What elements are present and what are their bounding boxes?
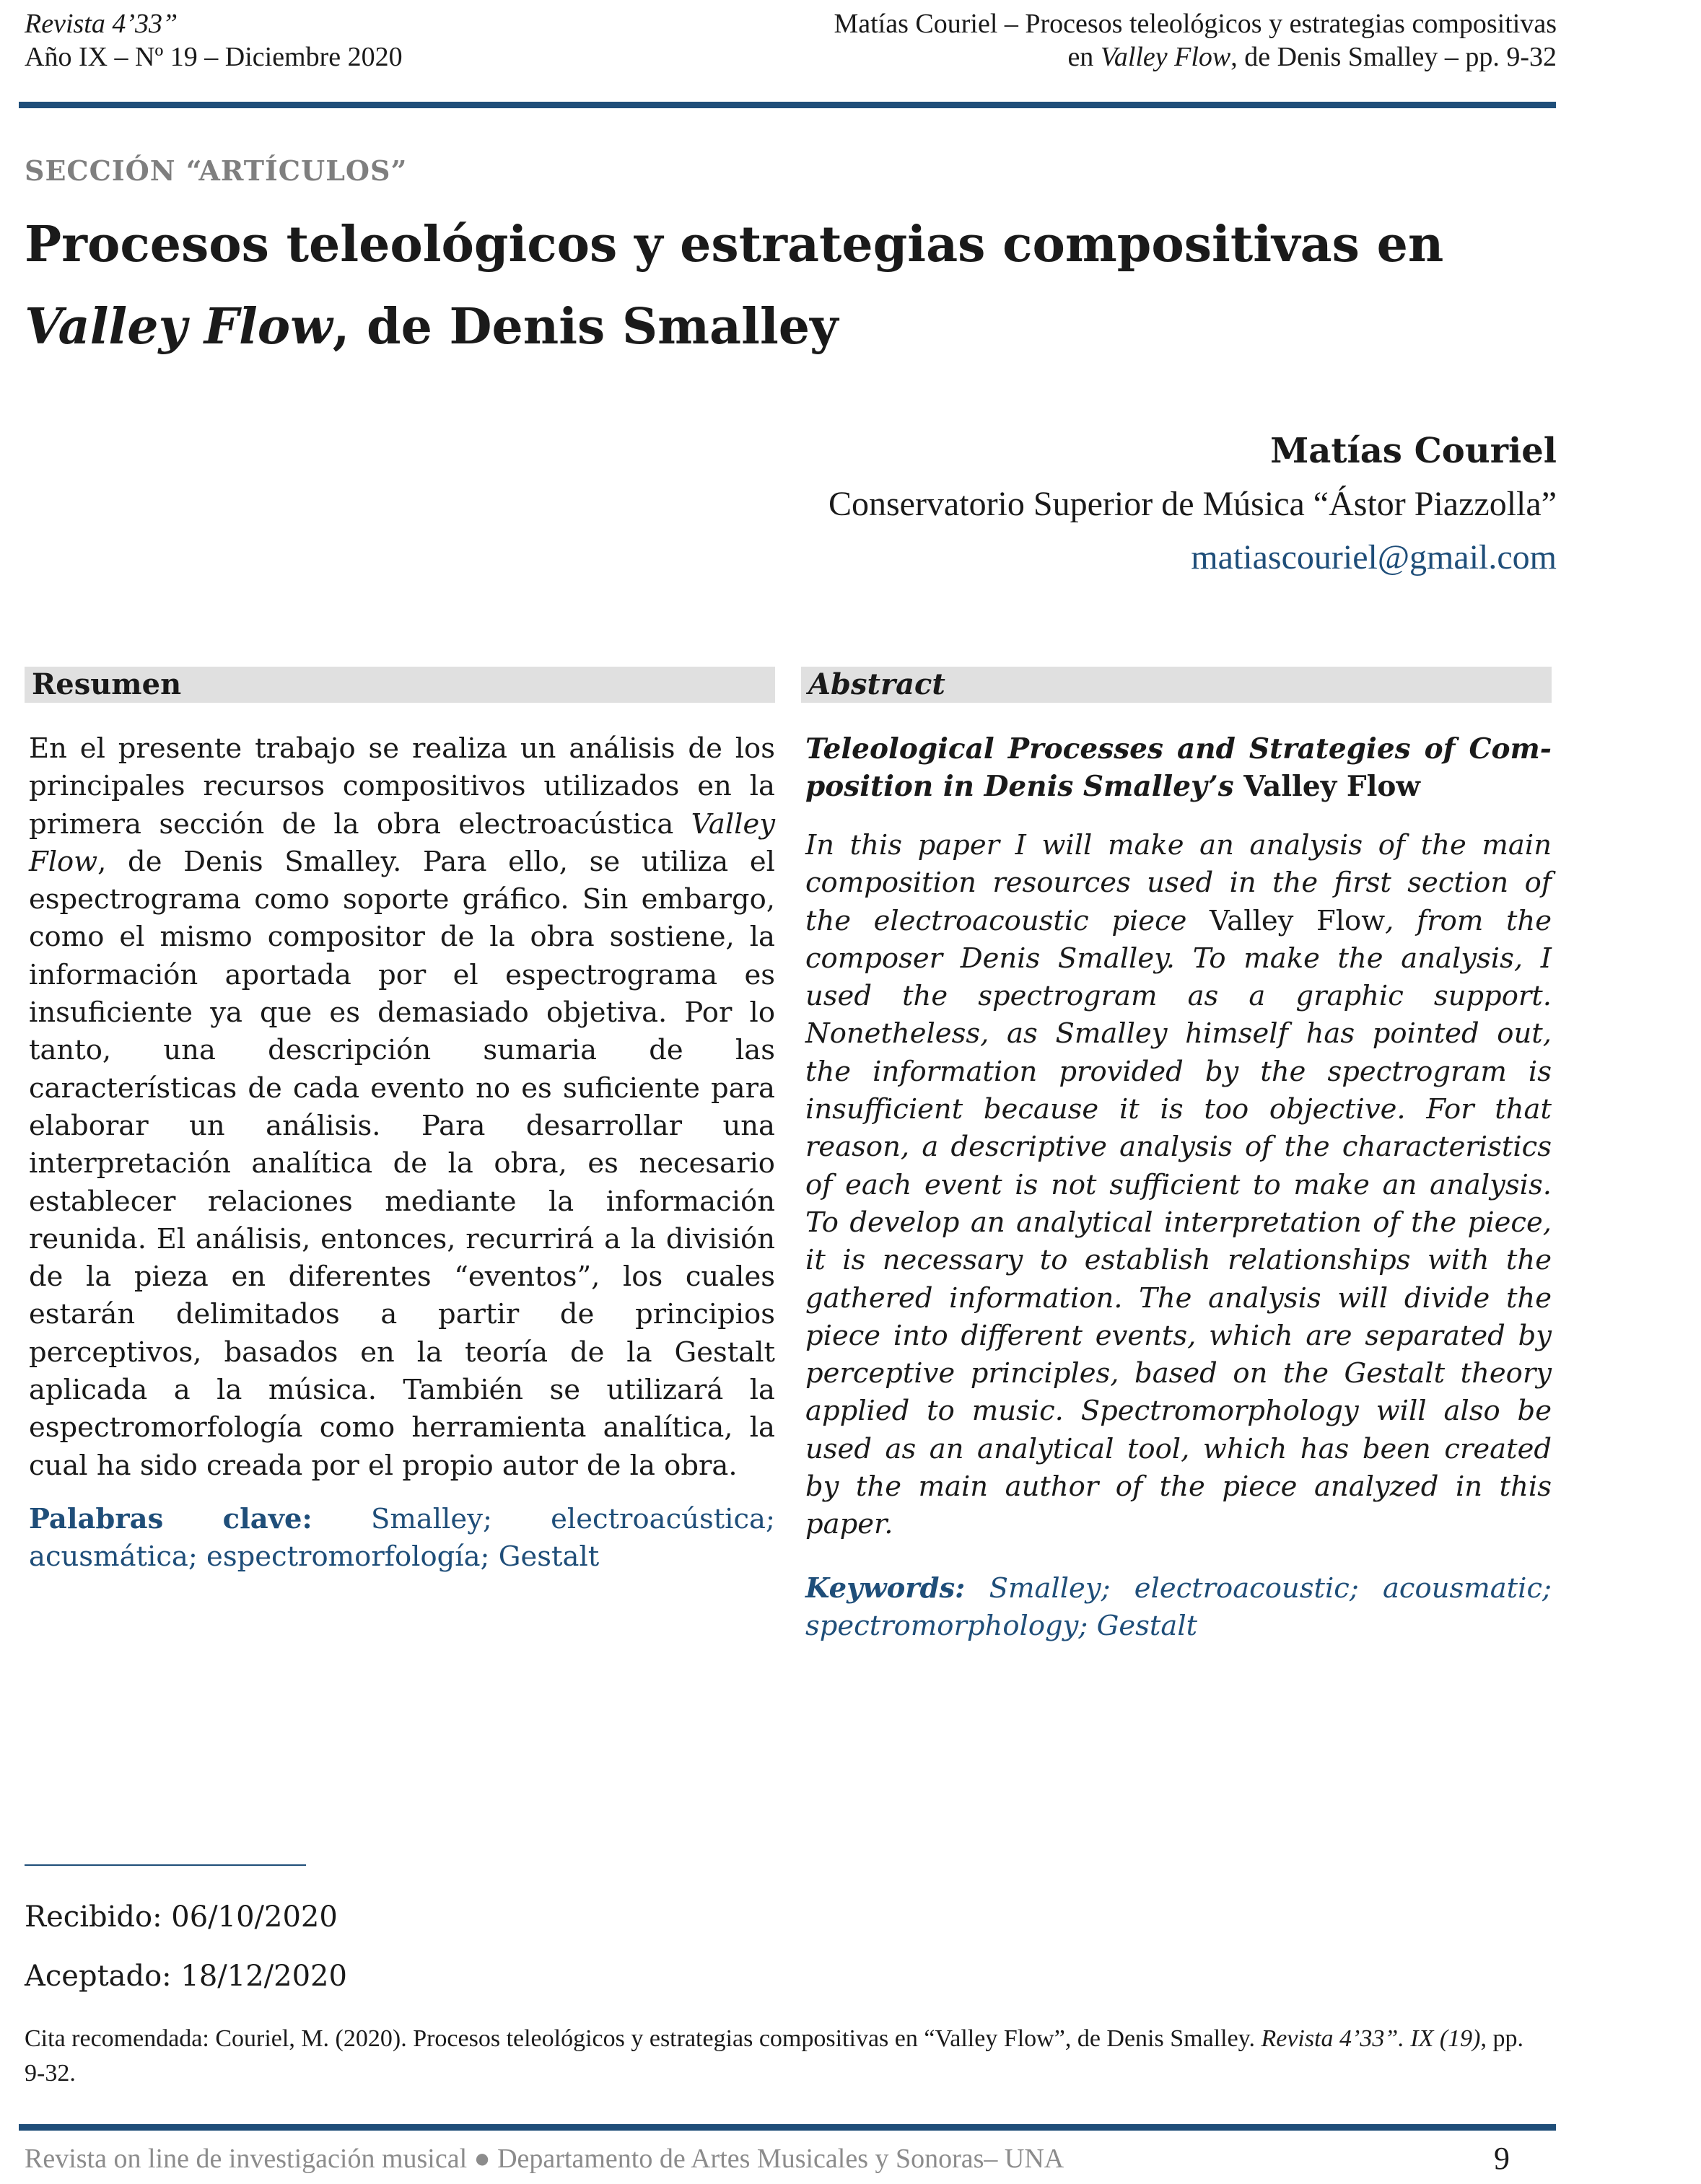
- header-rule: [19, 102, 1556, 108]
- title-work-name: Valley Flow: [25, 298, 333, 356]
- abstract-column: [801, 667, 1552, 1645]
- author-block: [828, 424, 1557, 584]
- abstract-text-a: In this paper I will make an analysis of the main composition resources used in the first section of the electroacoustic piece: [805, 829, 1552, 937]
- footnote-rule: [25, 1864, 306, 1866]
- citation-text-b: , pp. 9-32.: [25, 2025, 1523, 2087]
- resumen-work-name: Valley Flow: [29, 807, 775, 878]
- author-affiliation: Conservatorio Superior de Música “Ástor Piazzolla”: [828, 485, 1557, 523]
- resumen-heading: Resumen: [25, 667, 775, 703]
- running-title-prefix: en: [1067, 42, 1101, 72]
- abstract-body: [801, 827, 1552, 1544]
- footer-text: Revista on line de investigación musical ● Departamento de Artes Musicales y Sonoras– UNA: [25, 2144, 1064, 2174]
- abstract-heading: Abstract: [801, 667, 1552, 703]
- resumen-body: [25, 730, 775, 1485]
- footer-rule: [19, 2124, 1556, 2131]
- palabras-clave-list: Smalley; electroacústica; acusmática; espectromorfología; Gestalt: [29, 1502, 775, 1574]
- running-title-work: Valley Flow: [1100, 42, 1231, 72]
- palabras-clave: [25, 1501, 775, 1576]
- section-label: SECCIÓN “ARTÍCULOS”: [25, 154, 408, 187]
- running-title-suffix: , de Denis Smalley – pp. 9-32: [1230, 42, 1557, 72]
- palabras-clave-label: Palabras clave:: [29, 1502, 312, 1535]
- article-title: [25, 203, 1554, 368]
- recommended-citation: [25, 2022, 1540, 2091]
- author-name: Matías Couriel: [1270, 431, 1557, 471]
- abstract-work-name: Valley Flow: [1210, 904, 1386, 937]
- running-header-right: [834, 7, 1557, 74]
- resumen-text-a: En el presente trabajo se realiza un análisis de los principales recursos compositivos utilizados en la primera sección de la obra electroacústica: [29, 732, 775, 841]
- title-part1: Procesos teleológicos y estrategias compositivas en: [25, 216, 1444, 273]
- english-title: [801, 730, 1552, 805]
- author-email-link[interactable]: matiascouriel@gmail.com: [1191, 538, 1557, 576]
- running-title-line1: Matías Couriel – Procesos teleológicos y estrategias compositivas: [834, 9, 1557, 39]
- running-title-line2: [834, 40, 1557, 74]
- abstract-text-b: , from the composer Denis Smalley. To make the analysis, I used the spectrogram as a graphic support. Nonetheless, as Smalley himself has pointed out, the information provided by the spectrogram is insufficient because it is too objective. For that reason, a descriptive analysis of the characteristics of each event is not sufficient to make an analysis. To develop an analytical interpretation of the piece, it is necessary to establish relationships with the gathered information. The analysis will divide the piece into different events, which are separated by perceptive principles, based on the Gestalt theory applied to music. Spectromorphology will also be used as an analytical tool, which has been created by the main author of the piece analyzed in this paper.: [805, 904, 1552, 1541]
- keywords: [801, 1570, 1552, 1646]
- english-title-work: Valley Flow: [1243, 770, 1420, 803]
- accepted-date: Aceptado: 18/12/2020: [25, 1960, 347, 1993]
- resumen-text-b: , de Denis Smalley. Para ello, se utiliza el espectrograma como soporte gráfico. Sin embargo, como el mismo compositor de la obra sostiene, la información aportada por el espectrograma es insuficiente ya que es demasiado objetiva. Por lo tanto, una descripción sumaria de las características de cada evento no es suficiente para elaborar un análisis. Para desarrollar una interpretación analítica de la obra, es necesario establecer relaciones mediante la información reunida. El análisis, entonces, recurrirá a la división de la pieza en diferentes “eventos”, los cuales estarán delimitados a partir de principios perceptivos, basados en la teoría de la Gestalt aplicada a la música. También se utilizará la espectromorfología como herramienta analítica, la cual ha sido creada por el propio autor de la obra.: [29, 845, 775, 1482]
- citation-journal: Revista 4’33”. IX (19): [1261, 2025, 1481, 2052]
- running-header-left: [25, 7, 403, 74]
- keywords-label: Keywords:: [805, 1571, 966, 1605]
- journal-name: Revista 4’33”: [25, 9, 178, 39]
- resumen-column: [25, 667, 775, 1576]
- received-date: Recibido: 06/10/2020: [25, 1900, 338, 1934]
- issue-info: Año IX – Nº 19 – Diciembre 2020: [25, 42, 403, 72]
- title-part2: , de Denis Smalley: [332, 298, 839, 356]
- keywords-list: Smalley; electroacoustic; acousmatic; spectromorphology; Gestalt: [805, 1571, 1552, 1642]
- page-number: 9: [1494, 2141, 1510, 2176]
- english-title-italic: Teleological Processes and Strategies of Com-position in Denis Smalley’s: [805, 732, 1552, 803]
- citation-text-a: Cita recomendada: Couriel, M. (2020). Procesos teleológicos y estrategias compositivas en “Valley Flow”, de Denis Smalley.: [25, 2025, 1261, 2052]
